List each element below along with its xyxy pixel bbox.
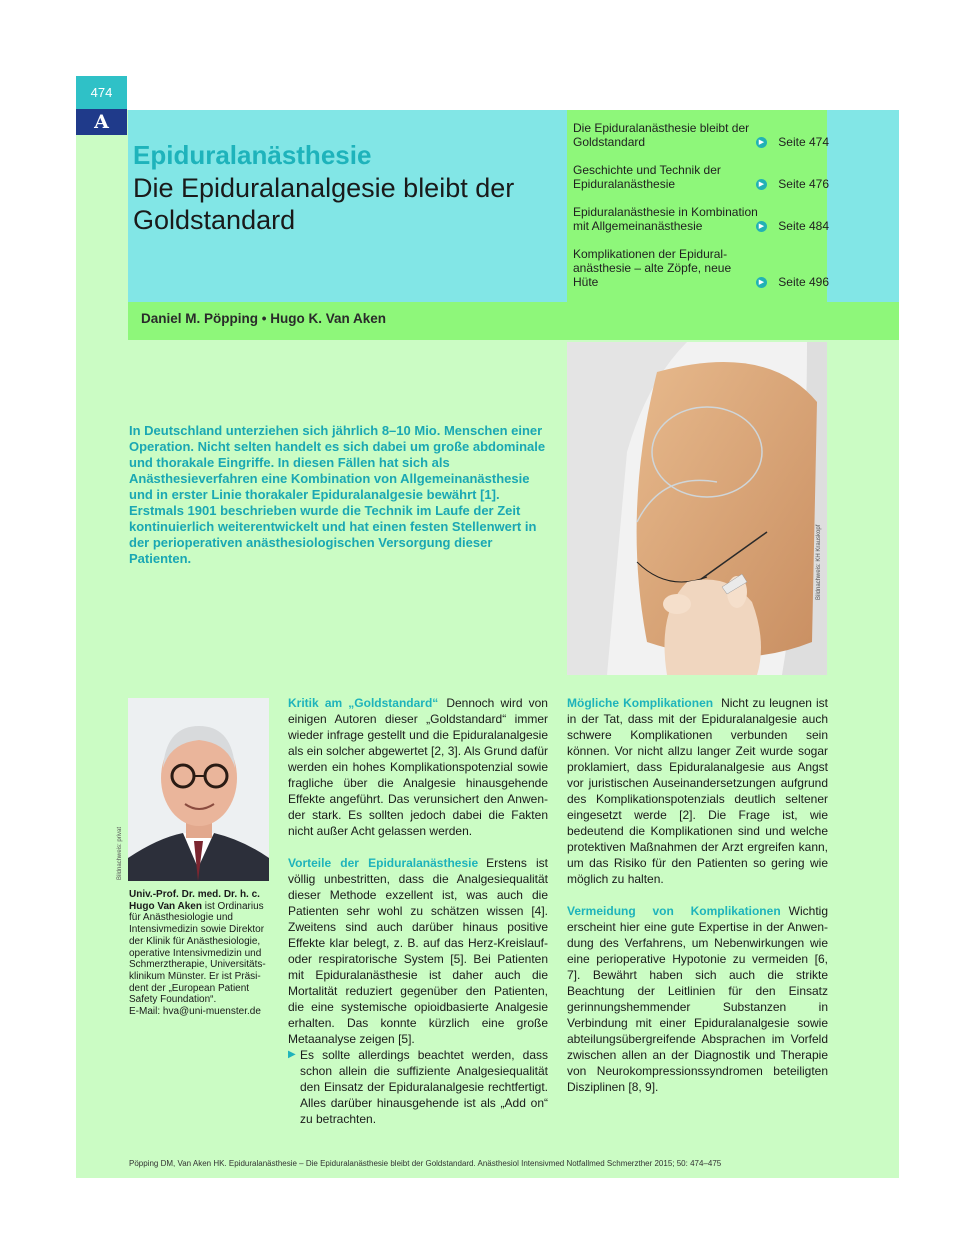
section-letter: A bbox=[76, 109, 127, 135]
bio-email[interactable]: E-Mail: hva@uni-muenster.de bbox=[129, 1006, 261, 1018]
page-title: Die Epiduralanalgesie bleibt der Goldstandard bbox=[133, 173, 515, 235]
toc-item-page: Seite 476 bbox=[778, 177, 829, 191]
paragraph-text: Erstens ist völlig unbestritten, dass die Analgesiequalität dieser Methode exzellent ist, was auch die Patienten sehr wohl zu schätzen wissen [4]. Zweitens sind auch darüber hinaus positive Effekte klar belegt, z. B. auf das Herz-Kreislauf- oder respiratorische System [5]. Bei Patienten mit Epiduralanästhesie ist daher auch die Mortalität reduziert gegenüber den Patienten, die eine systemische opioidbasierte Analgesie erhalten. Das konnte kürzlich eine große Metaanalyse zeigen [5]. bbox=[288, 856, 548, 1046]
paragraph bbox=[567, 695, 828, 887]
bullet-note bbox=[288, 1047, 548, 1127]
body-column-right bbox=[567, 695, 828, 1111]
title-kicker: Epiduralanästhesie bbox=[133, 140, 372, 170]
toc-item[interactable] bbox=[573, 121, 829, 149]
chevron-right-icon: ▶ bbox=[756, 277, 767, 288]
toc-item-page: Seite 484 bbox=[778, 219, 829, 233]
epidural-procedure-photo bbox=[567, 342, 827, 675]
toc-item-page: Seite 496 bbox=[778, 275, 829, 289]
body-column-middle bbox=[288, 695, 548, 1127]
chevron-right-icon: ▶ bbox=[756, 137, 767, 148]
toc-item[interactable] bbox=[573, 247, 829, 289]
author-portrait bbox=[128, 698, 269, 881]
paragraph-text: Nicht zu leugnen ist in der Tat, dass mit der Epiduralanalgesie auch schwere Komplikationen verbunden sein können. Vor nicht allzu langer Zeit wurde sogar proklamiert, dass Epiduralanalgesie aus Angst vor juristischen Auseinandersetzungen aufgrund des Komplikationspotenzials deutlich seltener eingesetzt werde [2]. Die Frage ist, wie bedeutend die Komplikationen sind und welche protektiven Maßnahmen der Arzt ergreifen kann, um das Risiko für den Patienten so gering wie möglich zu halten. bbox=[567, 696, 828, 886]
toc-item-label: Komplikationen der Epiduralanästhesie – alte Zöpfe, neue Hüte bbox=[573, 247, 732, 289]
toc-item-label: Geschichte und Technik der Epiduralanästhesie bbox=[573, 163, 721, 191]
paragraph-keyword: Vorteile der Epiduralanästhesie bbox=[288, 856, 479, 870]
toc-item-label: Die Epiduralanästhesie bleibt der Goldstandard bbox=[573, 121, 750, 149]
lead-paragraph: In Deutschland unterziehen sich jährlich 8–10 Mio. Menschen einer Operation. Nicht selten handelt es sich dabei um große abdominale und thorakale Eingriffe. In diesen Fällen hat sich als Anästhesieverfahren eine Kombination von Allgemeinanästhesie und in erster Linie thorakaler Epiduralanalgesie bewährt [1]. Erstmals 1901 beschrieben wurde die Technik im Laufe der Zeit kontinuierlich weiterentwickelt und hat einen festen Stellenwert in der perioperativen anästhesiologischen Versorgung dieser Patienten. bbox=[129, 423, 546, 566]
author-line: Daniel M. Pöpping • Hugo K. Van Aken bbox=[141, 311, 386, 326]
photo-credit: Bildnachweis: KH Krauskopf bbox=[816, 524, 822, 600]
portrait-credit: Bildnachweis: privat bbox=[117, 826, 123, 880]
toc-item-page: Seite 474 bbox=[778, 135, 829, 149]
bullet-text: Es sollte allerdings beachtet werden, dass schon allein die suffiziente Analgesiequalität den Einsatz der Epiduralanalgesie rechtfertigt. Alles darüber hinausgehende ist als „Add on“ zu betrachten. bbox=[300, 1048, 548, 1126]
triangle-bullet-icon: ▶ bbox=[288, 1049, 296, 1060]
page-number: 474 bbox=[76, 76, 127, 109]
author-bio bbox=[129, 889, 273, 1018]
chevron-right-icon: ▶ bbox=[756, 179, 767, 190]
paragraph-keyword: Vermeidung von Komplikationen bbox=[567, 904, 781, 918]
bio-text: ist Ordinarius für Anästhesiologie und Intensivmedizin sowie Direktor der Klinik für Anästhesiologie, operative Intensivmedizin und Schmerztherapie, Universitätsklinikum Münster. Er ist Präsident der „European Patient Safety Foundation“. bbox=[129, 900, 266, 1006]
chevron-right-icon: ▶ bbox=[756, 221, 767, 232]
paragraph bbox=[567, 903, 828, 1095]
bio-name: Univ.-Prof. Dr. med. Dr. h. c. Hugo Van Aken bbox=[129, 889, 260, 912]
portrait-illustration bbox=[128, 698, 269, 881]
paragraph-text: Wichtig erscheint hier eine gute Expertise in der Anwendung des Verfahrens, um Nebenwirkungen wie eine perioperative Hypotonie zu vermeiden [6, 7]. Bewährt haben sich auch die strikte Beachtung der Leitlinien für den Einsatz gerinnungshemmender Substanzen in Verbindung mit einer Epiduralanalgesie sowie abteilungsübergreifende Absprachen im Vorfeld zwischen allen an der Diagnostik und Therapie von Neurokompressionssyndromen beteiligten Disziplinen [8, 9]. bbox=[567, 904, 828, 1094]
paragraph-text: Dennoch wird von einigen Autoren dieser „Goldstandard“ immer wieder infrage gestellt und die Epiduralanalgesie als ein solcher abgewertet [2, 3]. Als Grund dafür werden ein hohes Komplikationspotenzial sowie fragliche über die Analgesie hinausgehende Effekte angeführt. Das verunsichert den Anwender stark. Es sollten jedoch dabei die Fakten nicht außer Acht gelassen werden. bbox=[288, 696, 548, 838]
photo-illustration bbox=[567, 342, 827, 675]
paragraph-keyword: Mögliche Komplikationen bbox=[567, 696, 714, 710]
toc-item[interactable] bbox=[573, 205, 829, 233]
paragraph-keyword: Kritik am „Goldstandard“ bbox=[288, 696, 439, 710]
citation-footer: Pöpping DM, Van Aken HK. Epiduralanästhesie – Die Epiduralanästhesie bleibt der Goldstandard. Anästhesiol Intensivmed Notfallmed Schmerzther 2015; 50: 474–475 bbox=[129, 1159, 722, 1168]
paragraph bbox=[288, 695, 548, 839]
paragraph bbox=[288, 855, 548, 1047]
toc-item-label: Epiduralanästhesie in Kombination mit Allgemeinanästhesie bbox=[573, 205, 758, 233]
toc-item[interactable] bbox=[573, 163, 829, 191]
